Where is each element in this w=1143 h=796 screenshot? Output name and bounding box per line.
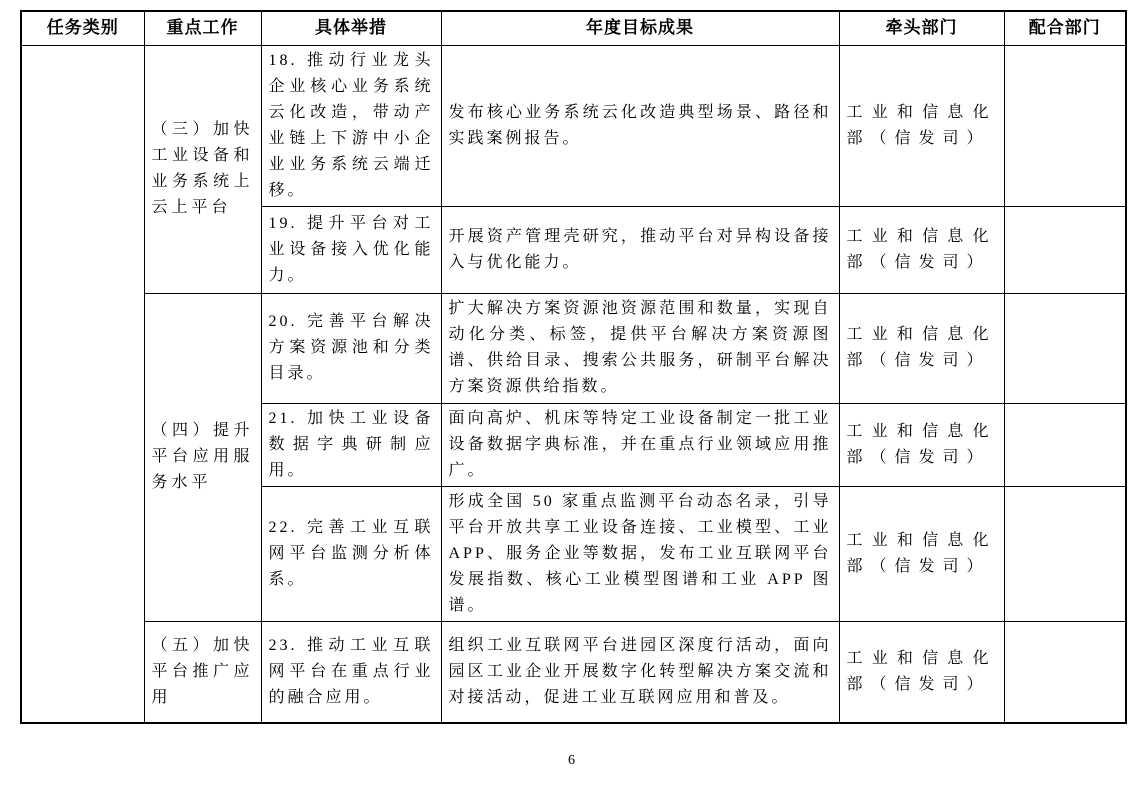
- header-task-category: 任务类别: [21, 11, 144, 45]
- cell-lead-18: 工业和信息化部（信发司）: [839, 45, 1004, 206]
- cell-measure-18: 18. 推动行业龙头企业核心业务系统云化改造，带动产业链上下游中小企业业务系统云端迁移。: [261, 45, 441, 206]
- cell-lead-20: 工业和信息化部（信发司）: [839, 293, 1004, 403]
- cell-keywork-3: （三）加快工业设备和业务系统上云上平台: [144, 45, 261, 293]
- cell-lead-19: 工业和信息化部（信发司）: [839, 206, 1004, 293]
- cell-support-20: [1004, 293, 1126, 403]
- header-support-dept: 配合部门: [1004, 11, 1126, 45]
- cell-measure-23: 23. 推动工业互联网平台在重点行业的融合应用。: [261, 621, 441, 723]
- header-target: 年度目标成果: [441, 11, 839, 45]
- cell-target-20: 扩大解决方案资源池资源范围和数量，实现自动化分类、标签，提供平台解决方案资源图谱、供给目录、搜索公共服务，研制平台解决方案资源供给指数。: [441, 293, 839, 403]
- cell-support-18: [1004, 45, 1126, 206]
- page-number: 6: [568, 753, 575, 768]
- cell-lead-23: 工业和信息化部（信发司）: [839, 621, 1004, 723]
- header-measure: 具体举措: [261, 11, 441, 45]
- cell-keywork-5: （五）加快平台推广应用: [144, 621, 261, 723]
- table-row-18: [21, 45, 1126, 206]
- header-lead-dept: 牵头部门: [839, 11, 1004, 45]
- cell-support-22: [1004, 486, 1126, 621]
- cell-lead-21: 工业和信息化部（信发司）: [839, 403, 1004, 486]
- task-table: [20, 10, 1127, 724]
- table-header-row: [21, 11, 1126, 45]
- cell-measure-20: 20. 完善平台解决方案资源池和分类目录。: [261, 293, 441, 403]
- cell-measure-19: 19. 提升平台对工业设备接入优化能力。: [261, 206, 441, 293]
- cell-target-23: 组织工业互联网平台进园区深度行活动，面向园区工业企业开展数字化转型解决方案交流和对接活动，促进工业互联网应用和普及。: [441, 621, 839, 723]
- cell-lead-22: 工业和信息化部（信发司）: [839, 486, 1004, 621]
- cell-target-22: 形成全国 50 家重点监测平台动态名录，引导平台开放共享工业设备连接、工业模型、工业 APP、服务企业等数据，发布工业互联网平台发展指数、核心工业模型图谱和工业 APP 图谱。: [441, 486, 839, 621]
- cell-support-19: [1004, 206, 1126, 293]
- cell-target-18: 发布核心业务系统云化改造典型场景、路径和实践案例报告。: [441, 45, 839, 206]
- cell-support-23: [1004, 621, 1126, 723]
- header-key-work: 重点工作: [144, 11, 261, 45]
- cell-task-category: [21, 45, 144, 723]
- table-row-23: [21, 621, 1126, 723]
- cell-target-21: 面向高炉、机床等特定工业设备制定一批工业设备数据字典标准，并在重点行业领域应用推广。: [441, 403, 839, 486]
- cell-support-21: [1004, 403, 1126, 486]
- cell-measure-21: 21. 加快工业设备数据字典研制应用。: [261, 403, 441, 486]
- table-row-20: [21, 293, 1126, 403]
- cell-measure-22: 22. 完善工业互联网平台监测分析体系。: [261, 486, 441, 621]
- cell-target-19: 开展资产管理壳研究，推动平台对异构设备接入与优化能力。: [441, 206, 839, 293]
- cell-keywork-4: （四）提升平台应用服务水平: [144, 293, 261, 621]
